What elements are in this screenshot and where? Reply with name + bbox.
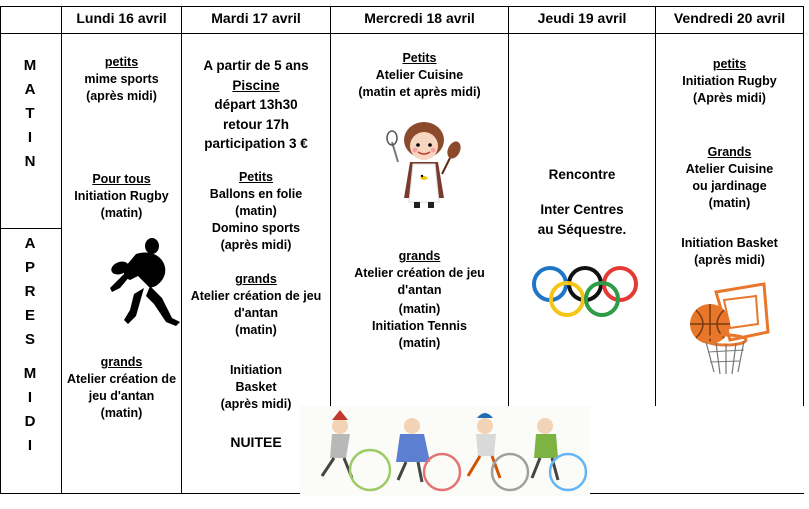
friday-petits-time: (Après midi) (693, 91, 766, 105)
grid-line (0, 493, 300, 494)
wednesday-grands (331, 248, 508, 352)
side-label-midi: M I D I (23, 365, 37, 454)
grid-line (590, 493, 804, 494)
tuesday-petits-act2: Domino sports (211, 221, 301, 235)
wednesday-petits-title: Petits (402, 51, 437, 65)
side-label-apres: A P R E S (24, 235, 36, 348)
tuesday-piscine-title: Piscine (232, 77, 280, 93)
children-hoops-icon (300, 406, 590, 496)
tuesday-petits-title: Petits (238, 170, 274, 184)
tuesday-depart: départ 13h30 (214, 97, 298, 112)
grid-line (0, 33, 804, 34)
tuesday-nuitee: NUITEE (230, 434, 282, 450)
friday-grands (656, 144, 803, 212)
friday-petits-act: Initiation Rugby (682, 74, 777, 88)
tuesday-basket-2: Basket (235, 380, 277, 394)
tuesday-grands-act-2: d'antan (234, 306, 278, 320)
tuesday-grands-title: grands (235, 272, 277, 286)
tuesday-grands-time: (matin) (235, 323, 277, 337)
wednesday-tennis: Initiation Tennis (372, 319, 467, 333)
friday-petits (656, 56, 803, 107)
tuesday-petits-act1: Ballons en folie (209, 187, 303, 201)
thursday-line-2: Inter Centres (540, 202, 624, 217)
tuesday-piscine (182, 56, 330, 154)
monday-petits-title: petits (104, 55, 139, 69)
monday-grands-time: (matin) (100, 406, 143, 420)
cook-girl-icon (384, 118, 464, 210)
tuesday-petits (182, 169, 330, 254)
friday-grands-title: Grands (707, 145, 752, 159)
monday-petits-activity: mime sports (84, 72, 159, 86)
tuesday-grands-act-1: Atelier création de jeu (190, 289, 322, 303)
olympic-rings-icon (530, 265, 640, 319)
friday-grands-act-2: ou jardinage (692, 179, 767, 193)
friday-basket (656, 235, 803, 269)
wednesday-tennis-time: (matin) (398, 336, 441, 350)
thursday-line-1: Rencontre (548, 167, 616, 182)
monday-tous-activity: Initiation Rugby (74, 189, 169, 203)
tuesday-age: A partir de 5 ans (203, 58, 309, 73)
tuesday-basket-time: (après midi) (220, 397, 292, 411)
thursday-line-3: au Séquestre. (537, 222, 627, 237)
wednesday-grands-act-2: d'antan (397, 283, 442, 297)
header-monday: Lundi 16 avril (76, 10, 167, 26)
wednesday-grands-title: grands (398, 249, 441, 263)
monday-grands-activity-2: jeu d'antan (88, 389, 155, 403)
basketball-hoop-icon (672, 282, 772, 378)
tuesday-petits-time1: (matin) (235, 204, 277, 218)
header-thursday: Jeudi 19 avril (537, 10, 627, 26)
wednesday-petits-act: Atelier Cuisine (375, 68, 464, 82)
friday-grands-time: (matin) (708, 196, 751, 210)
monday-tous-time: (matin) (100, 206, 143, 220)
friday-basket-act: Initiation Basket (681, 236, 778, 250)
monday-grands-title: grands (100, 355, 143, 369)
wednesday-petits-time: (matin et après midi) (358, 85, 481, 99)
friday-basket-time: (après midi) (694, 253, 765, 267)
monday-tous-title: Pour tous (92, 172, 151, 186)
grid-line (0, 6, 1, 494)
tuesday-petits-time2: (après midi) (220, 238, 292, 252)
side-label-matin: M A T I N (23, 57, 37, 170)
thursday-rencontre (509, 166, 655, 238)
header-tuesday: Mardi 17 avril (211, 10, 301, 26)
tuesday-grands (182, 271, 330, 339)
monday-petits (62, 54, 181, 105)
header-wednesday: Mercredi 18 avril (364, 10, 475, 26)
grid-line (0, 228, 62, 229)
wednesday-petits (331, 50, 508, 101)
friday-grands-act-1: Atelier Cuisine (685, 162, 774, 176)
grid-line (0, 6, 804, 7)
monday-grands (62, 354, 181, 422)
tuesday-basket-1: Initiation (229, 363, 283, 377)
wednesday-grands-time: (matin) (398, 302, 441, 316)
tuesday-retour: retour 17h (222, 116, 290, 132)
tuesday-participation: participation 3 € (204, 136, 308, 151)
monday-pour-tous (62, 171, 181, 222)
monday-petits-time: (après midi) (86, 89, 157, 103)
monday-grands-activity-1: Atelier création de (66, 372, 177, 386)
header-friday: Vendredi 20 avril (673, 10, 786, 26)
friday-petits-title: petits (712, 57, 747, 71)
grid-line (803, 6, 804, 406)
wednesday-grands-act-1: Atelier création de jeu (354, 266, 485, 280)
rugby-player-icon (106, 236, 182, 326)
